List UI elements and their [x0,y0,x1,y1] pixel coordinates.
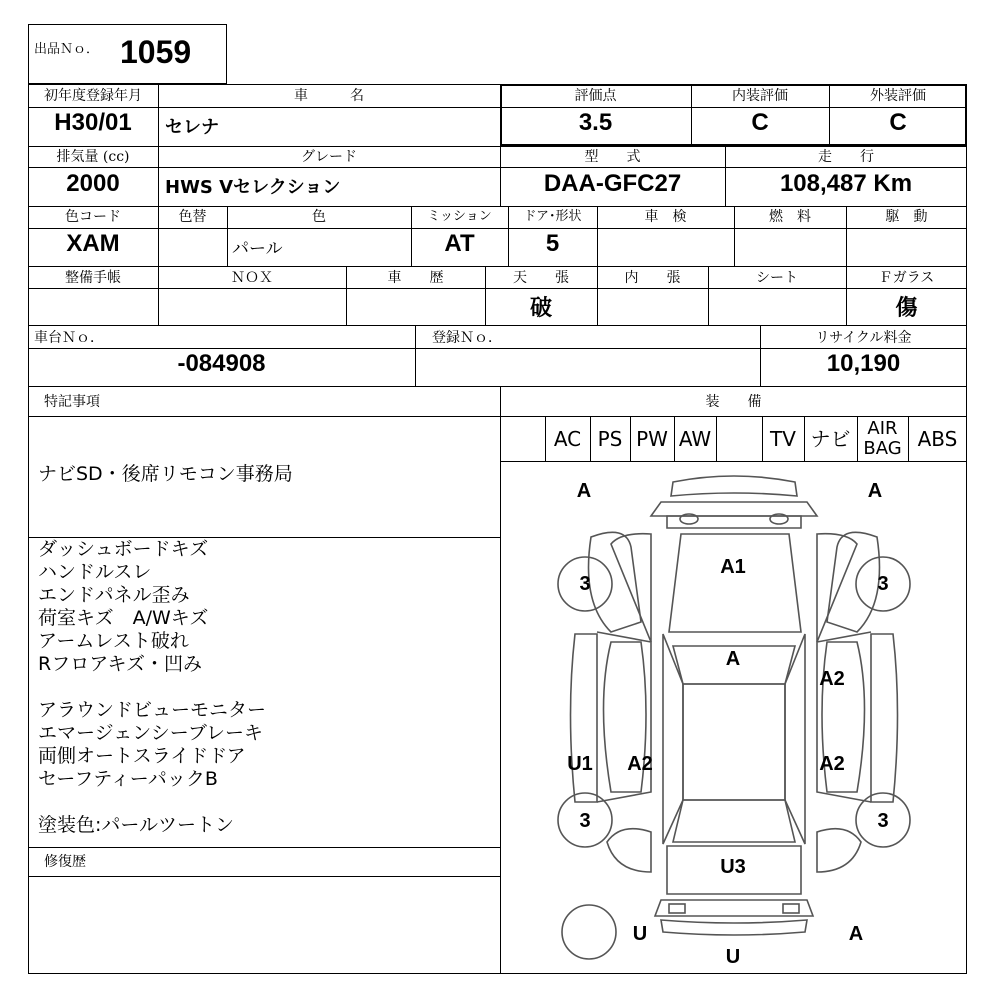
special-notes-bottom: ダッシュボードキズ ハンドルスレ エンドパネル歪み 荷室キズ A/Wキズ アームレスト破れ Rフロアキズ・凹み アラウンドビューモニター エマージェンシーブレーキ 両側オートスライドドア セーフティーパックB 塗装色:パールツートン [38,538,267,836]
mark-front-right-corner: A [867,480,883,502]
special-notes-top: ナビSD・後席リモコン事務局 [38,463,293,485]
mark-tire-fl: 3 [579,573,591,595]
model-label: 型 式 [584,149,641,165]
mark-roof: A [725,648,741,670]
fglass-label: Ｆガラス [878,270,935,286]
doors-label: ドア･形状 [523,209,582,224]
mark-tailgate: U3 [720,856,746,878]
mark-tire-fr: 3 [877,573,889,595]
exterior-value: C [889,109,907,136]
fglass-value: 傷 [895,295,918,320]
ceiling-value: 破 [529,295,552,320]
equipment-label: 装 備 [705,394,762,410]
ceiling-label: 天 張 [513,270,569,286]
history-label: 車 歴 [387,270,444,286]
maintenance-label: 整備手帳 [65,270,121,286]
repair-label: 修復歴 [44,854,86,870]
mark-front-left-corner: A [576,480,592,502]
interior-trim-label: 内 張 [624,270,681,286]
mark-left-slide-door: A2 [627,753,653,775]
lot-label: 出品Ｎｏ． [34,42,100,57]
car-name-label: 車 名 [294,88,364,104]
color-label: 色 [312,209,326,225]
displacement-value: 2000 [66,170,120,197]
interior-value: C [751,109,769,136]
equip-navi: ナビ [810,427,851,451]
equip-tv: TV [770,427,796,451]
lot-number: 1059 [120,34,192,70]
mark-rear-bumper: U [725,946,741,968]
interior-label: 内装評価 [732,88,788,104]
equip-airbag: AIR BAG [863,418,902,459]
mark-rear-right: A [848,923,864,945]
equip-ac: AC [553,427,582,451]
color-code-value: XAM [66,230,120,257]
car-damage-diagram [501,462,966,973]
first-reg-value: H30/01 [54,109,132,136]
equip-blank [716,416,762,462]
nox-label: ＮＯＸ [231,270,273,286]
fuel-label: 燃 料 [769,209,811,225]
equip-abs: ABS [917,427,958,451]
equip-ps: PS [597,427,623,451]
chassis-value: -084908 [177,350,266,377]
doors-value: 5 [545,230,560,257]
mileage-label: 走 行 [818,149,874,165]
recycle-value: 10,190 [826,350,901,377]
mark-left-sill: U1 [567,753,593,775]
first-reg-label: 初年度登録年月 [44,88,142,104]
score-label: 評価点 [574,88,617,104]
mark-tire-rr: 3 [877,810,889,832]
exterior-label: 外装評価 [870,88,926,104]
mark-right-front-door: A2 [819,668,845,690]
special-label: 特記事項 [44,394,100,410]
chassis-label: 車台Ｎｏ． [34,330,104,346]
color-value: パール [232,239,283,259]
color-change-label: 色替 [178,209,207,225]
seat-label: シート [756,270,798,286]
grade-value: HWS Vセレクション [165,177,341,198]
reg-no-label: 登録Ｎｏ． [432,330,502,346]
mark-right-slide-door: A2 [819,753,845,775]
color-code-label: 色コード [65,209,121,225]
mission-value: AT [444,230,475,257]
mark-rear-left: U [632,923,648,945]
car-name-value: セレナ [165,117,219,138]
mark-tire-rl: 3 [579,810,591,832]
grade-label: グレード [301,149,357,165]
inspection-label: 車 検 [644,209,687,225]
model-value: DAA-GFC27 [543,170,682,197]
score-value: 3.5 [578,109,613,136]
displacement-label: 排気量 (cc) [56,149,130,165]
equip-aw: AW [678,427,712,451]
mileage-value: 108,487 Km [779,170,913,197]
recycle-label: リサイクル料金 [815,330,912,346]
equip-pw: PW [636,427,668,451]
mission-label: ミッション [427,209,492,224]
mark-hood: A1 [720,556,746,578]
drive-label: 駆 動 [885,209,928,225]
